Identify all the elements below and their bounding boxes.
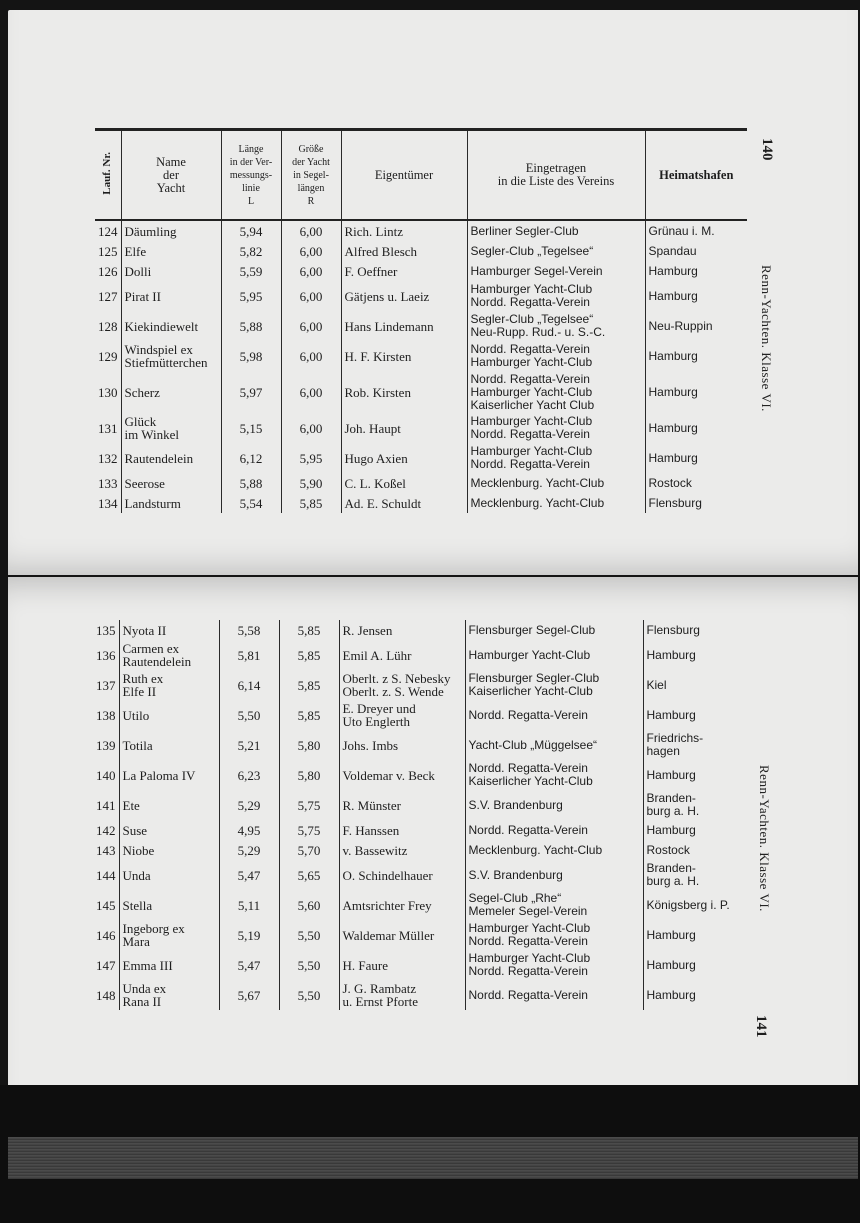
yacht-name-cell: Unda ex Rana II xyxy=(119,980,219,1010)
lauf-nr-cell: 146 xyxy=(96,927,116,943)
owner-cell: Amtsrichter Frey xyxy=(339,890,465,920)
lauf-nr-cell: 136 xyxy=(96,647,116,663)
club-cell: S.V. Brandenburg xyxy=(465,860,643,890)
yacht-name-cell: Ete xyxy=(119,790,219,820)
yacht-name-cell: Däumling xyxy=(121,220,221,241)
yacht-name-cell: Seerose xyxy=(121,473,221,493)
header-heimatshafen: Heimatshafen xyxy=(645,130,747,221)
table-row xyxy=(95,473,747,493)
sail-size-cell: 5,90 xyxy=(281,473,341,493)
table-row xyxy=(93,950,745,980)
header-groesse: Größe der Yacht in Segel- längen R xyxy=(281,130,341,221)
header-name: Name der Yacht xyxy=(121,130,221,221)
lauf-nr-cell: 128 xyxy=(98,318,118,334)
yacht-name-cell: Pirat II xyxy=(121,281,221,311)
lauf-nr-cell: 130 xyxy=(98,384,118,400)
table-row xyxy=(93,640,745,670)
length-cell: 5,19 xyxy=(219,920,279,950)
home-port-cell: Hamburg xyxy=(643,820,745,840)
lauf-nr-cell: 141 xyxy=(96,797,116,813)
owner-cell: Hans Lindemann xyxy=(341,311,467,341)
header-eigentuemer: Eigentümer xyxy=(341,130,467,221)
home-port-cell: Hamburg xyxy=(645,261,747,281)
club-cell: Segler-Club „Tegelsee“ Neu-Rupp. Rud.- u. S.-C. xyxy=(467,311,645,341)
length-cell: 5,21 xyxy=(219,730,279,760)
sail-size-cell: 5,75 xyxy=(279,820,339,840)
yacht-name-cell: Niobe xyxy=(119,840,219,860)
club-cell: Hamburger Yacht-Club Nordd. Regatta-Verein xyxy=(467,281,645,311)
table-body-page-140 xyxy=(95,220,747,513)
owner-cell: E. Dreyer und Uto Englerth xyxy=(339,700,465,730)
club-cell: Mecklenburg. Yacht-Club xyxy=(465,840,643,860)
home-port-cell: Rostock xyxy=(645,473,747,493)
lauf-nr-cell: 131 xyxy=(98,420,118,436)
table-row xyxy=(93,760,745,790)
owner-cell: Rich. Lintz xyxy=(341,220,467,241)
table-row xyxy=(95,281,747,311)
home-port-cell: Hamburg xyxy=(645,371,747,413)
yacht-name-cell: Suse xyxy=(119,820,219,840)
owner-cell: Emil A. Lühr xyxy=(339,640,465,670)
yacht-name-cell: Windspiel ex Stiefmütterchen xyxy=(121,341,221,371)
lauf-nr-cell: 132 xyxy=(98,450,118,466)
club-cell: Mecklenburg. Yacht-Club xyxy=(467,493,645,513)
yacht-name-cell: Glück im Winkel xyxy=(121,413,221,443)
owner-cell: Alfred Blesch xyxy=(341,241,467,261)
header-lauf-nr: Lauf. Nr. xyxy=(95,130,121,221)
sail-size-cell: 5,85 xyxy=(279,700,339,730)
yacht-table-page-140 xyxy=(95,128,747,513)
home-port-cell: Hamburg xyxy=(643,920,745,950)
lauf-nr-cell: 143 xyxy=(96,842,116,858)
home-port-cell: Neu-Ruppin xyxy=(645,311,747,341)
sail-size-cell: 5,75 xyxy=(279,790,339,820)
length-cell: 5,94 xyxy=(221,220,281,241)
lauf-nr-cell: 137 xyxy=(96,677,116,693)
sail-size-cell: 5,70 xyxy=(279,840,339,860)
yacht-table-page-141 xyxy=(93,620,745,1010)
lauf-nr-cell: 126 xyxy=(98,263,118,279)
sail-size-cell: 5,85 xyxy=(279,670,339,700)
table-row xyxy=(93,790,745,820)
owner-cell: C. L. Koßel xyxy=(341,473,467,493)
lauf-nr-cell: 139 xyxy=(96,737,116,753)
yacht-name-cell: La Paloma IV xyxy=(119,760,219,790)
table-row xyxy=(93,620,745,640)
lauf-nr-cell: 142 xyxy=(96,822,116,838)
page-number: 140 xyxy=(759,138,775,161)
table-row xyxy=(95,413,747,443)
owner-cell: H. Faure xyxy=(339,950,465,980)
sail-size-cell: 5,65 xyxy=(279,860,339,890)
owner-cell: Waldemar Müller xyxy=(339,920,465,950)
owner-cell: J. G. Rambatz u. Ernst Pforte xyxy=(339,980,465,1010)
home-port-cell: Hamburg xyxy=(643,700,745,730)
owner-cell: Johs. Imbs xyxy=(339,730,465,760)
owner-cell: Oberlt. z S. Nebesky Oberlt. z. S. Wende xyxy=(339,670,465,700)
sail-size-cell: 5,50 xyxy=(279,950,339,980)
lauf-nr-cell: 133 xyxy=(98,475,118,491)
length-cell: 5,50 xyxy=(219,700,279,730)
sail-size-cell: 5,85 xyxy=(279,640,339,670)
owner-cell: Joh. Haupt xyxy=(341,413,467,443)
yacht-name-cell: Emma III xyxy=(119,950,219,980)
owner-cell: v. Bassewitz xyxy=(339,840,465,860)
home-port-cell: Hamburg xyxy=(643,640,745,670)
yacht-name-cell: Elfe xyxy=(121,241,221,261)
table-header-row xyxy=(95,130,747,221)
table-body-page-141 xyxy=(93,620,745,1010)
club-cell: Segler-Club „Tegelsee“ xyxy=(467,241,645,261)
sail-size-cell: 5,80 xyxy=(279,730,339,760)
club-cell: Hamburger Yacht-Club Nordd. Regatta-Verein xyxy=(465,950,643,980)
club-cell: Nordd. Regatta-Verein xyxy=(465,980,643,1010)
table-row xyxy=(95,341,747,371)
table-row xyxy=(95,371,747,413)
length-cell: 5,47 xyxy=(219,860,279,890)
sail-size-cell: 6,00 xyxy=(281,413,341,443)
owner-cell: F. Oeffner xyxy=(341,261,467,281)
sail-size-cell: 6,00 xyxy=(281,281,341,311)
page-number: 141 xyxy=(753,1015,769,1038)
home-port-cell: Hamburg xyxy=(643,980,745,1010)
table-row xyxy=(95,220,747,241)
owner-cell: H. F. Kirsten xyxy=(341,341,467,371)
table-row xyxy=(93,670,745,700)
yacht-name-cell: Rautendelein xyxy=(121,443,221,473)
club-cell: Yacht-Club „Müggelsee“ xyxy=(465,730,643,760)
lauf-nr-cell: 135 xyxy=(96,622,116,638)
home-port-cell: Hamburg xyxy=(643,760,745,790)
yacht-name-cell: Ruth ex Elfe II xyxy=(119,670,219,700)
owner-cell: R. Münster xyxy=(339,790,465,820)
table-row xyxy=(93,730,745,760)
home-port-cell: Rostock xyxy=(643,840,745,860)
sail-size-cell: 6,00 xyxy=(281,241,341,261)
lauf-nr-cell: 145 xyxy=(96,897,116,913)
table-row xyxy=(93,980,745,1010)
yacht-name-cell: Carmen ex Rautendelein xyxy=(119,640,219,670)
lauf-nr-cell: 144 xyxy=(96,867,116,883)
table-row xyxy=(93,890,745,920)
table-row xyxy=(93,700,745,730)
owner-cell: Hugo Axien xyxy=(341,443,467,473)
home-port-cell: Kiel xyxy=(643,670,745,700)
table-row xyxy=(95,493,747,513)
club-cell: Hamburger Yacht-Club xyxy=(465,640,643,670)
length-cell: 5,97 xyxy=(221,371,281,413)
home-port-cell: Grünau i. M. xyxy=(645,220,747,241)
owner-cell: Voldemar v. Beck xyxy=(339,760,465,790)
home-port-cell: Spandau xyxy=(645,241,747,261)
sail-size-cell: 6,00 xyxy=(281,220,341,241)
club-cell: S.V. Brandenburg xyxy=(465,790,643,820)
home-port-cell: Friedrichs- hagen xyxy=(643,730,745,760)
club-cell: Berliner Segler-Club xyxy=(467,220,645,241)
length-cell: 6,14 xyxy=(219,670,279,700)
lauf-nr-cell: 127 xyxy=(98,288,118,304)
length-cell: 4,95 xyxy=(219,820,279,840)
length-cell: 5,29 xyxy=(219,790,279,820)
yacht-name-cell: Dolli xyxy=(121,261,221,281)
club-cell: Flensburger Segler-Club Kaiserlicher Yacht-Club xyxy=(465,670,643,700)
home-port-cell: Hamburg xyxy=(645,443,747,473)
length-cell: 5,95 xyxy=(221,281,281,311)
yacht-name-cell: Scherz xyxy=(121,371,221,413)
home-port-cell: Branden- burg a. H. xyxy=(643,790,745,820)
owner-cell: R. Jensen xyxy=(339,620,465,640)
club-cell: Hamburger Segel-Verein xyxy=(467,261,645,281)
home-port-cell: Hamburg xyxy=(643,950,745,980)
sail-size-cell: 5,85 xyxy=(281,493,341,513)
yacht-name-cell: Kiekindiewelt xyxy=(121,311,221,341)
lauf-nr-cell: 134 xyxy=(98,495,118,511)
club-cell: Flensburger Segel-Club xyxy=(465,620,643,640)
sail-size-cell: 6,00 xyxy=(281,371,341,413)
sail-size-cell: 5,50 xyxy=(279,980,339,1010)
lauf-nr-cell: 125 xyxy=(98,243,118,259)
club-cell: Nordd. Regatta-Verein Hamburger Yacht-Club xyxy=(467,341,645,371)
home-port-cell: Hamburg xyxy=(645,281,747,311)
running-head: Renn-Yachten. Klasse VI. xyxy=(759,265,774,412)
sail-size-cell: 5,50 xyxy=(279,920,339,950)
lauf-nr-cell: 140 xyxy=(96,767,116,783)
yacht-name-cell: Stella xyxy=(119,890,219,920)
owner-cell: Rob. Kirsten xyxy=(341,371,467,413)
club-cell: Nordd. Regatta-Verein Kaiserlicher Yacht-Club xyxy=(465,760,643,790)
running-head: Renn-Yachten. Klasse VI. xyxy=(757,765,772,912)
home-port-cell: Flensburg xyxy=(643,620,745,640)
home-port-cell: Hamburg xyxy=(645,341,747,371)
club-cell: Segel-Club „Rhe“ Memeler Segel-Verein xyxy=(465,890,643,920)
home-port-cell: Branden- burg a. H. xyxy=(643,860,745,890)
length-cell: 5,81 xyxy=(219,640,279,670)
table-row xyxy=(93,840,745,860)
club-cell: Nordd. Regatta-Verein xyxy=(465,700,643,730)
length-cell: 5,47 xyxy=(219,950,279,980)
club-cell: Hamburger Yacht-Club Nordd. Regatta-Verein xyxy=(467,443,645,473)
lauf-nr-cell: 148 xyxy=(96,987,116,1003)
home-port-cell: Königsberg i. P. xyxy=(643,890,745,920)
yacht-name-cell: Nyota II xyxy=(119,620,219,640)
table-row xyxy=(95,443,747,473)
owner-cell: O. Schindelhauer xyxy=(339,860,465,890)
table-row xyxy=(93,920,745,950)
club-cell: Hamburger Yacht-Club Nordd. Regatta-Verein xyxy=(467,413,645,443)
length-cell: 5,82 xyxy=(221,241,281,261)
table-row xyxy=(93,820,745,840)
sail-size-cell: 6,00 xyxy=(281,311,341,341)
lauf-nr-cell: 124 xyxy=(98,223,118,239)
sail-size-cell: 5,60 xyxy=(279,890,339,920)
sail-size-cell: 5,80 xyxy=(279,760,339,790)
lauf-nr-cell: 129 xyxy=(98,348,118,364)
yacht-name-cell: Utilo xyxy=(119,700,219,730)
length-cell: 5,11 xyxy=(219,890,279,920)
length-cell: 5,29 xyxy=(219,840,279,860)
header-laenge: Länge in der Ver- messungs- linie L xyxy=(221,130,281,221)
owner-cell: F. Hanssen xyxy=(339,820,465,840)
length-cell: 5,58 xyxy=(219,620,279,640)
length-cell: 5,59 xyxy=(221,261,281,281)
home-port-cell: Hamburg xyxy=(645,413,747,443)
lauf-nr-cell: 147 xyxy=(96,957,116,973)
sail-size-cell: 6,00 xyxy=(281,261,341,281)
header-eingetragen: Eingetragen in die Liste des Vereins xyxy=(467,130,645,221)
club-cell: Hamburger Yacht-Club Nordd. Regatta-Verein xyxy=(465,920,643,950)
length-cell: 6,23 xyxy=(219,760,279,790)
club-cell: Nordd. Regatta-Verein xyxy=(465,820,643,840)
yacht-name-cell: Unda xyxy=(119,860,219,890)
length-cell: 5,98 xyxy=(221,341,281,371)
sail-size-cell: 6,00 xyxy=(281,341,341,371)
book-page-edges xyxy=(8,1137,858,1179)
table-row xyxy=(95,261,747,281)
table-row xyxy=(95,311,747,341)
club-cell: Nordd. Regatta-Verein Hamburger Yacht-Club Kaiserlicher Yacht Club xyxy=(467,371,645,413)
length-cell: 5,67 xyxy=(219,980,279,1010)
yacht-name-cell: Landsturm xyxy=(121,493,221,513)
yacht-name-cell: Ingeborg ex Mara xyxy=(119,920,219,950)
length-cell: 5,54 xyxy=(221,493,281,513)
length-cell: 5,88 xyxy=(221,311,281,341)
owner-cell: Gätjens u. Laeiz xyxy=(341,281,467,311)
table-row xyxy=(93,860,745,890)
table-row xyxy=(95,241,747,261)
yacht-name-cell: Totila xyxy=(119,730,219,760)
home-port-cell: Flensburg xyxy=(645,493,747,513)
owner-cell: Ad. E. Schuldt xyxy=(341,493,467,513)
length-cell: 6,12 xyxy=(221,443,281,473)
length-cell: 5,88 xyxy=(221,473,281,493)
lauf-nr-cell: 138 xyxy=(96,707,116,723)
sail-size-cell: 5,95 xyxy=(281,443,341,473)
length-cell: 5,15 xyxy=(221,413,281,443)
club-cell: Mecklenburg. Yacht-Club xyxy=(467,473,645,493)
sail-size-cell: 5,85 xyxy=(279,620,339,640)
